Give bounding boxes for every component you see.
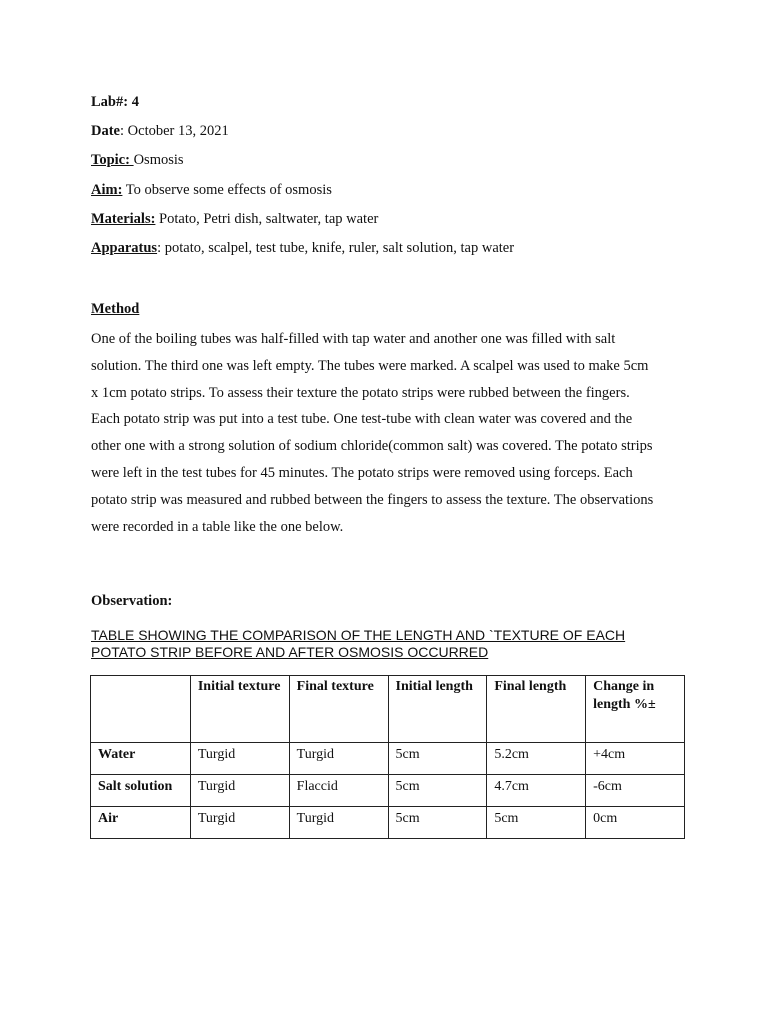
topic-line (91, 152, 184, 169)
apparatus-line: Apparatus: potato, scalpel, test tube, knife, ruler, salt solution, tap water (91, 240, 515, 256)
table-cell: Turgid (289, 807, 388, 839)
table-cell: 5cm (388, 743, 487, 775)
table-cell: 5cm (487, 807, 586, 839)
table-cell: 5cm (388, 807, 487, 839)
table-header-cell: Initial length (388, 676, 487, 743)
method-line: potato strip was measured and rubbed between the fingers to assess the texture. The observations (91, 491, 654, 508)
method-line: other one with a strong solution of sodium chloride(common salt) was covered. The potato strips (91, 438, 653, 455)
method-line: were left in the test tubes for 45 minutes. The potato strips were removed using forceps. Each (91, 464, 633, 481)
table-cell: Turgid (190, 775, 289, 807)
method-paragraph (91, 326, 691, 540)
table-row-label: Water (91, 743, 191, 775)
method-line: x 1cm potato strips. To assess their texture the potato strips were rubbed between the fingers. (91, 384, 630, 401)
observation-heading: Observation: (91, 593, 173, 609)
table-caption-line: POTATO STRIP BEFORE AND AFTER OSMOSIS OCCURRED (91, 644, 489, 660)
method-line: One of the boiling tubes was half-filled with tap water and another one was filled with salt (91, 331, 616, 347)
table-cell: 4.7cm (487, 775, 586, 807)
observation-heading-line (91, 593, 172, 610)
table-row-label: Salt solution (91, 775, 191, 807)
table-caption-line: TABLE SHOWING THE COMPARISON OF THE LENGTH AND `TEXTURE OF EACH (91, 627, 626, 643)
table-cell: -6cm (586, 775, 685, 807)
date-value: October 13, 2021 (127, 123, 229, 139)
table-caption (91, 627, 691, 661)
method-line: were recorded in a table like the one below. (91, 518, 344, 535)
table-cell: Flaccid (289, 775, 388, 807)
table-header-row (91, 676, 685, 743)
observation-table (90, 675, 685, 839)
table-header-cell: Final texture (289, 676, 388, 743)
table-cell: 5.2cm (487, 743, 586, 775)
topic-label: Topic: (91, 152, 130, 168)
table-cell: +4cm (586, 743, 685, 775)
materials-value: Potato, Petri dish, saltwater, tap water (159, 211, 379, 227)
table-header-cell (91, 676, 191, 743)
table-cell: Turgid (289, 743, 388, 775)
table-row (91, 743, 685, 775)
table-header-cell: Initial texture (190, 676, 289, 743)
apparatus-label: Apparatus (91, 240, 158, 256)
method-heading: Method (91, 301, 140, 317)
table-header-cell: Change in length %± (586, 676, 685, 743)
lab-number-line (91, 94, 139, 111)
date-line: Date: October 13, 2021 (91, 123, 229, 139)
apparatus-value: potato, scalpel, test tube, knife, ruler, salt solution, tap water (164, 240, 515, 256)
lab-label: Lab#: (91, 94, 129, 110)
method-line: solution. The third one was left empty. The tubes were marked. A scalpel was used to make 5cm (91, 357, 649, 374)
lab-value: 4 (131, 94, 139, 110)
table-row (91, 807, 685, 839)
aim-line (91, 182, 332, 199)
aim-label: Aim: (91, 182, 123, 198)
method-heading-line (91, 301, 139, 318)
table-cell: Turgid (190, 743, 289, 775)
table-cell: 0cm (586, 807, 685, 839)
table-header-cell: Final length (487, 676, 586, 743)
table-cell: Turgid (190, 807, 289, 839)
table-row-label: Air (91, 807, 191, 839)
aim-value: To observe some effects of osmosis (125, 182, 332, 198)
materials-line (91, 211, 378, 228)
table-row (91, 775, 685, 807)
date-label: Date (91, 123, 120, 139)
topic-value: Osmosis (133, 152, 184, 168)
materials-label: Materials: (91, 211, 156, 227)
table-cell: 5cm (388, 775, 487, 807)
method-line: Each potato strip was put into a test tube. One test-tube with clean water was covered and the (91, 411, 633, 428)
